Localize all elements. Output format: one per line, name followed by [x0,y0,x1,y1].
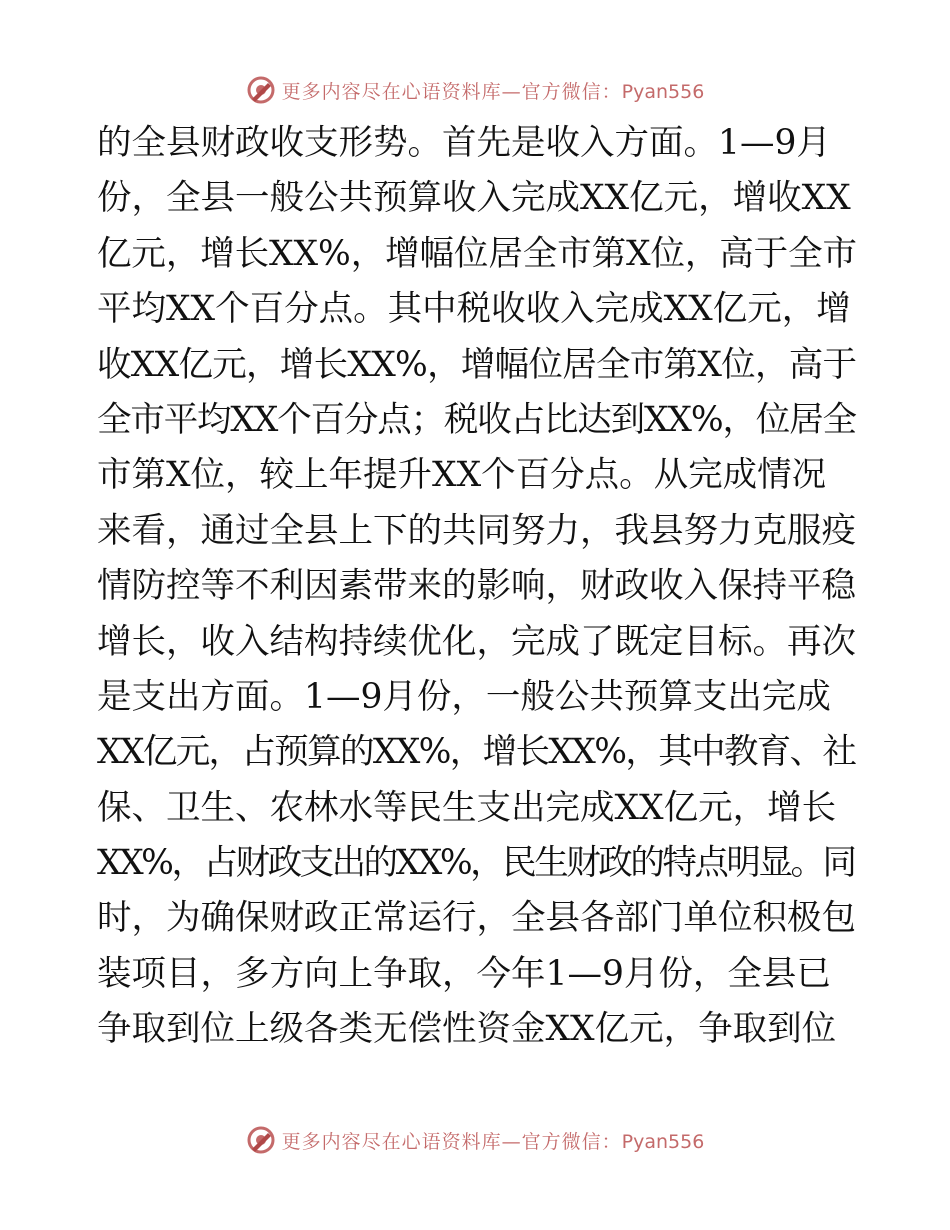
watermark-text: 更多内容尽在心语资料库—官方微信：Pyan556 [281,80,705,103]
body-paragraph [97,116,857,1058]
text-line: 是支出方面。1—9月份，一般公共预算支出完成 [97,676,831,717]
footer-watermark [0,1120,950,1160]
text-line: XX亿元，占预算的XX%，增长XX%，其中教育、社 [97,732,856,773]
text-line: 时，为确保财政正常运行，全县各部门单位积极包 [97,898,856,939]
pen-logo-icon [246,75,276,105]
watermark-inner [246,1125,705,1155]
text-line: 平均XX个百分点。其中税收收入完成XX亿元，增 [97,289,851,330]
text-line: 市第X位，较上年提升XX个百分点。从完成情况 [97,455,827,496]
text-line: 争取到位上级各类无偿性资金XX亿元，争取到位 [97,1009,837,1050]
header-watermark [0,70,950,110]
watermark-inner [246,75,705,105]
text-line: 装项目，多方向上争取，今年1—9月份，全县已 [97,953,831,994]
text-line: XX%，占财政支出的XX%，民生财政的特点明显。同 [97,843,855,884]
text-line: 来看，通过全县上下的共同努力，我县努力克服疫 [97,510,856,551]
text-line: 情防控等不利因素带来的影响，财政收入保持平稳 [97,566,856,607]
text-line: 增长，收入结构持续优化，完成了既定目标。再次 [97,621,856,662]
text-line: 的全县财政收支形势。首先是收入方面。1—9月 [97,123,831,163]
text-line: 收XX亿元，增长XX%，增幅位居全市第X位，高于 [97,344,857,385]
text-line: 亿元，增长XX%，增幅位居全市第X位，高于全市 [97,233,857,274]
watermark-text: 更多内容尽在心语资料库—官方微信：Pyan556 [281,1130,705,1153]
watermark-wechat-id: Pyan556 [621,1130,705,1153]
text-line: 保、卫生、农林水等民生支出完成XX亿元，增长 [97,787,837,828]
pen-logo-icon [246,1125,276,1155]
text-line: 份，全县一般公共预算收入完成XX亿元，增收XX [97,178,851,219]
watermark-wechat-id: Pyan556 [621,80,705,103]
text-line: 全市平均XX个百分点；税收占比达到XX%，位居全 [97,399,856,440]
